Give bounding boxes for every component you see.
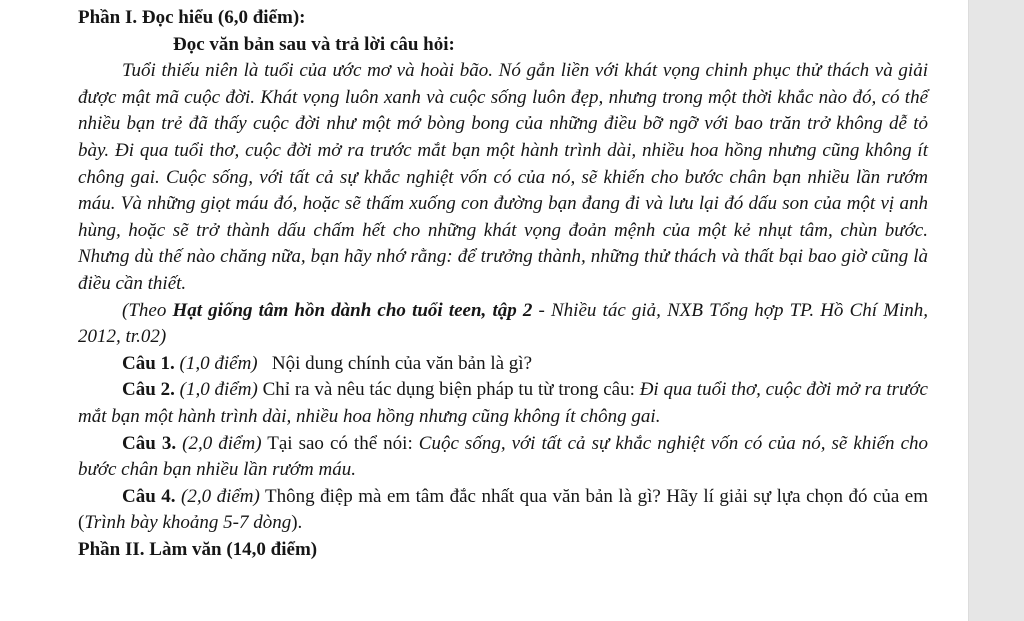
passage-source xyxy=(78,298,928,351)
question-1 xyxy=(78,351,928,378)
reading-passage: Tuổi thiếu niên là tuổi của ước mơ và hoài bão. Nó gắn liền với khát vọng chinh phục thử thách và giải được mật mã cuộc đời. Khát vọng luôn xanh và cuộc sống luôn đẹp, nhưng trong một thời khắc nào đó, có thể nhiều bạn trẻ đã thấy cuộc đời như một mớ bòng bong của những điều bỡ ngỡ với bao trăn trở không dễ tỏ bày. Đi qua tuổi thơ, cuộc đời mở ra trước mắt bạn một hành trình dài, nhiều hoa hồng nhưng cũng không ít chông gai. Cuộc sống, với tất cả sự khắc nghiệt vốn có của nó, sẽ khiến cho bước chân bạn nhiều lần rướm máu. Và những giọt máu đó, hoặc sẽ thấm xuống con đường bạn đang đi và lưu lại đó dấu son của một vị anh hùng, hoặc sẽ trở thành dấu chấm hết cho những khát vọng đoản mệnh của một kẻ nhụt tâm, chùn bước. Nhưng dù thế nào chăng nữa, bạn hãy nhớ rằng: để trưởng thành, những thử thách và thất bại bao giờ cũng là điều cần thiết. xyxy=(78,60,928,294)
question-text: Thông điệp mà em tâm đắc nhất qua văn bản là gì? Hãy lí giải sự lựa chọn đó của em ( xyxy=(78,485,929,534)
part1-title: Phần I. Đọc hiểu (6,0 điểm): xyxy=(78,7,306,28)
question-quote: Cuộc sống, với tất cả sự khắc nghiệt vốn có của nó, sẽ khiến cho bước chân bạn nhiều lần rướm máu. xyxy=(78,432,929,481)
question-text: Chỉ ra và nêu tác dụng biện pháp tu từ trong câu: xyxy=(257,379,640,401)
question-2 xyxy=(78,377,928,430)
question-quote: Trình bày khoảng 5-7 dòng xyxy=(84,512,292,534)
question-4 xyxy=(78,484,928,537)
question-3 xyxy=(78,431,928,484)
question-points: (2,0 điểm) xyxy=(181,485,260,507)
source-book-title: Hạt giống tâm hồn dành cho tuổi teen, tập 2 xyxy=(172,299,533,321)
part1-instruction: Đọc văn bản sau và trả lời câu hỏi: xyxy=(173,33,455,55)
viewer-side-gutter xyxy=(968,0,1024,621)
document-content xyxy=(78,5,928,563)
question-quote: Đi qua tuổi thơ, cuộc đời mở ra trước mắt bạn một hành trình dài, nhiều hoa hồng nhưng cũng không ít chông gai. xyxy=(78,379,928,427)
question-points: (1,0 điểm) xyxy=(179,379,258,401)
question-text: Nội dung chính của văn bản là gì? xyxy=(257,352,533,374)
question-tail: ). xyxy=(291,512,303,534)
part2-title: Phần II. Làm văn (14,0 điểm) xyxy=(78,538,318,560)
question-label: Câu 4. xyxy=(122,485,176,507)
source-prefix: (Theo xyxy=(122,299,173,321)
question-label: Câu 3. xyxy=(122,432,177,454)
question-points: (1,0 điểm) xyxy=(179,352,258,374)
question-label: Câu 2. xyxy=(122,379,175,401)
source-suffix: - Nhiều tác giả, NXB Tổng hợp TP. Hồ Chí Minh, 2012, tr.02) xyxy=(78,299,929,348)
question-points: (2,0 điểm) xyxy=(182,432,262,454)
question-text: Tại sao có thể nói: xyxy=(261,432,419,454)
question-label: Câu 1. xyxy=(122,352,175,374)
